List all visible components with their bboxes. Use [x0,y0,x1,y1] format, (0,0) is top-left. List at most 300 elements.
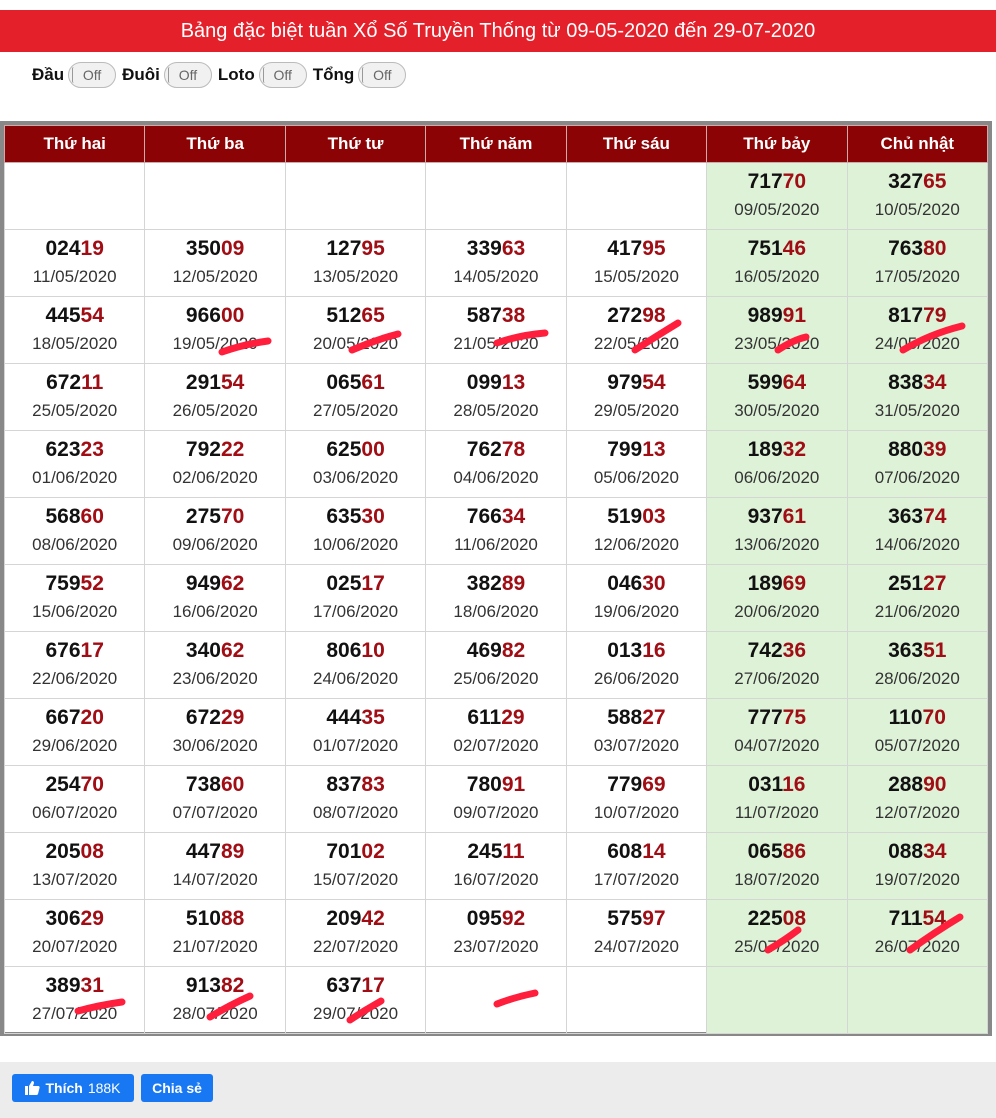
number-prefix: 779 [607,773,643,796]
number-prefix: 672 [46,371,82,394]
number-prefix: 288 [888,773,924,796]
number-prefix: 339 [466,237,502,260]
number-last-two-digits: 29 [220,706,245,729]
result-number [145,505,284,529]
table-row [5,833,988,900]
result-number [145,304,284,328]
result-number [567,572,706,596]
result-cell [426,766,566,833]
result-number [567,438,706,462]
result-date: 06/06/2020 [734,468,820,487]
number-prefix: 792 [185,438,221,461]
result-number [848,438,987,462]
result-date: 30/06/2020 [172,736,258,755]
result-number [567,706,706,730]
result-date: 06/07/2020 [32,803,118,822]
result-cell [145,364,285,431]
number-prefix: 780 [466,773,502,796]
result-cell [707,364,847,431]
number-prefix: 245 [467,840,503,863]
number-last-two-digits: 17 [80,639,104,662]
number-prefix: 512 [326,304,362,327]
number-prefix: 676 [45,639,81,662]
result-number [848,706,987,730]
number-last-two-digits: 54 [220,371,245,394]
result-cell [426,699,566,766]
result-cell [285,498,425,565]
number-last-two-digits: 36 [782,639,807,662]
number-last-two-digits: 97 [642,907,666,930]
number-prefix: 417 [607,237,643,260]
result-number [707,371,846,395]
number-last-two-digits: 17 [361,974,385,997]
result-number [286,438,425,462]
number-last-two-digits: 83 [361,773,385,796]
table-row [5,632,988,699]
result-cell [707,431,847,498]
result-number [426,907,565,931]
result-number [707,773,846,797]
result-number [426,304,565,328]
number-prefix: 469 [466,639,502,662]
result-date: 19/05/2020 [172,334,258,353]
result-date: 02/06/2020 [172,468,258,487]
result-cell [707,498,847,565]
number-last-two-digits: 74 [923,505,947,528]
number-last-two-digits: 42 [361,907,385,930]
result-cell [426,498,566,565]
result-cell [145,900,285,967]
result-date: 16/05/2020 [734,267,820,286]
number-prefix: 701 [326,840,362,863]
result-date: 14/07/2020 [172,870,258,889]
result-cell [847,900,987,967]
result-cell [847,766,987,833]
result-number [707,237,846,261]
result-date: 22/07/2020 [313,937,399,956]
number-last-two-digits: 82 [220,974,245,997]
result-cell [707,163,847,230]
number-last-two-digits: 08 [782,907,807,930]
page-title: Bảng đặc biệt tuần Xổ Số Truyền Thống từ 09-05-2020 đến 29-07-2020 [0,10,996,52]
result-date: 12/06/2020 [593,535,679,554]
number-last-two-digits: 75 [782,706,807,729]
number-last-two-digits: 98 [642,304,666,327]
result-number [848,304,987,328]
result-date: 13/06/2020 [734,535,820,554]
number-last-two-digits: 30 [361,505,385,528]
toggle-tong[interactable] [358,62,406,88]
toggle-label-loto: Loto [217,65,255,84]
result-date: 10/05/2020 [874,200,960,219]
result-number [145,639,284,663]
number-last-two-digits: 95 [642,237,666,260]
result-date: 29/07/2020 [313,1004,399,1023]
toggle-label-tong: Tổng [312,65,355,84]
result-date: 11/05/2020 [32,267,117,286]
number-last-two-digits: 62 [220,639,245,662]
result-cell [566,833,706,900]
empty-cell [566,163,706,230]
number-prefix: 766 [466,505,502,528]
result-number [286,304,425,328]
result-date: 22/05/2020 [593,334,679,353]
result-number [5,840,144,864]
result-cell [145,565,285,632]
result-number [567,237,706,261]
result-cell [285,900,425,967]
result-number [286,639,425,663]
number-last-two-digits: 51 [923,639,947,662]
number-last-two-digits: 89 [501,572,526,595]
result-cell [285,833,425,900]
result-cell [847,431,987,498]
result-cell [707,900,847,967]
result-number [848,840,987,864]
number-prefix: 599 [747,371,783,394]
number-last-two-digits: 91 [501,773,526,796]
number-prefix: 667 [45,706,81,729]
number-prefix: 568 [45,505,81,528]
table-row [5,364,988,431]
result-date: 18/05/2020 [32,334,118,353]
result-cell [566,565,706,632]
number-last-two-digits: 14 [642,840,666,863]
result-number [286,773,425,797]
number-last-two-digits: 70 [922,706,946,729]
result-cell [847,230,987,297]
number-last-two-digits: 95 [361,237,385,260]
result-cell [285,632,425,699]
result-date: 25/05/2020 [32,401,118,420]
number-prefix: 444 [326,706,362,729]
result-date: 20/05/2020 [313,334,399,353]
result-date: 17/07/2020 [593,870,679,889]
number-last-two-digits: 60 [80,505,104,528]
result-date: 16/06/2020 [172,602,258,621]
result-number [145,840,284,864]
number-last-two-digits: 54 [922,907,946,930]
result-date: 16/07/2020 [453,870,539,889]
toggle-state-loto: Off [273,67,292,83]
number-prefix: 608 [607,840,643,863]
result-cell [566,364,706,431]
result-date: 08/07/2020 [313,803,399,822]
number-prefix: 363 [888,505,924,528]
result-cell [426,632,566,699]
number-last-two-digits: 69 [782,572,807,595]
result-date: 25/07/2020 [734,937,820,956]
result-cell [566,431,706,498]
result-date: 13/05/2020 [313,267,399,286]
number-last-two-digits: 39 [923,438,947,461]
number-prefix: 989 [747,304,783,327]
result-date: 22/06/2020 [32,669,118,688]
number-prefix: 065 [747,840,783,863]
result-date: 28/05/2020 [453,401,539,420]
number-last-two-digits: 23 [80,438,104,461]
result-date: 28/07/2020 [172,1004,258,1023]
result-date: 10/06/2020 [313,535,399,554]
result-cell [426,431,566,498]
number-last-two-digits: 46 [782,237,807,260]
result-cell [426,565,566,632]
toggle-dau[interactable] [68,62,116,88]
column-header: Thứ sáu [566,126,706,163]
number-prefix: 949 [185,572,221,595]
table-row [5,297,988,364]
number-prefix: 306 [45,907,81,930]
result-cell [847,699,987,766]
result-date: 27/07/2020 [32,1004,118,1023]
toggle-loto[interactable] [259,62,307,88]
number-prefix: 350 [185,237,221,260]
number-prefix: 382 [466,572,502,595]
number-prefix: 623 [45,438,81,461]
number-last-two-digits: 16 [782,773,806,796]
result-date: 05/07/2020 [874,736,960,755]
result-number [5,438,144,462]
result-date: 04/07/2020 [734,736,820,755]
result-number [145,974,284,998]
number-prefix: 031 [748,773,783,796]
result-date: 19/06/2020 [593,602,679,621]
table-body [5,163,988,1034]
result-number [426,237,565,261]
number-last-two-digits: 52 [80,572,104,595]
result-cell [145,833,285,900]
result-date: 09/05/2020 [734,200,820,219]
number-last-two-digits: 78 [501,438,526,461]
result-number [286,505,425,529]
result-date: 17/06/2020 [313,602,399,621]
column-header: Thứ tư [285,126,425,163]
number-last-two-digits: 61 [361,371,385,394]
result-date: 20/07/2020 [32,937,118,956]
number-last-two-digits: 10 [361,639,385,662]
number-last-two-digits: 90 [923,773,947,796]
result-number [286,371,425,395]
result-date: 01/06/2020 [32,468,118,487]
result-cell [145,632,285,699]
result-cell [707,565,847,632]
result-number [145,907,284,931]
number-prefix: 209 [326,907,362,930]
number-last-two-digits: 88 [220,907,245,930]
number-prefix: 389 [45,974,81,997]
number-prefix: 025 [326,572,362,595]
result-cell [707,230,847,297]
number-last-two-digits: 70 [80,773,104,796]
result-number [5,505,144,529]
facebook-like-button[interactable] [12,1074,134,1102]
result-number [567,773,706,797]
filter-toggles [32,60,412,90]
result-date: 21/06/2020 [874,602,960,621]
result-number [426,505,565,529]
number-prefix: 099 [466,371,502,394]
number-prefix: 799 [607,438,643,461]
result-number [567,639,706,663]
result-number [5,907,144,931]
number-prefix: 024 [45,237,81,260]
result-cell [847,833,987,900]
result-date: 10/07/2020 [593,803,679,822]
result-cell [707,632,847,699]
result-date: 12/07/2020 [874,803,960,822]
result-number [707,505,846,529]
result-number [145,572,284,596]
table-row [5,230,988,297]
number-prefix: 046 [607,572,643,595]
result-date: 27/05/2020 [313,401,399,420]
number-last-two-digits: 38 [501,304,526,327]
result-number [286,840,425,864]
result-cell [285,565,425,632]
number-last-two-digits: 63 [501,237,526,260]
result-date: 23/05/2020 [734,334,820,353]
number-prefix: 189 [747,572,783,595]
number-last-two-digits: 60 [220,773,245,796]
number-prefix: 751 [747,237,783,260]
table-row [5,498,988,565]
number-last-two-digits: 86 [782,840,807,863]
number-prefix: 519 [607,505,643,528]
result-cell [5,699,145,766]
result-number [848,572,987,596]
like-label: Thích [45,1080,83,1096]
result-date: 12/05/2020 [172,267,258,286]
number-prefix: 937 [747,505,783,528]
result-date: 20/06/2020 [734,602,820,621]
toggle-state-duoi: Off [178,67,198,83]
result-cell [285,699,425,766]
result-date: 17/05/2020 [874,267,960,286]
result-number [848,505,987,529]
result-date: 07/07/2020 [172,803,258,822]
result-date: 26/05/2020 [172,401,258,420]
result-date: 08/06/2020 [32,535,118,554]
result-date: 29/05/2020 [593,401,679,420]
result-number [707,706,846,730]
number-prefix: 587 [466,304,502,327]
number-prefix: 738 [185,773,221,796]
result-cell [285,230,425,297]
number-prefix: 625 [326,438,362,461]
result-number [145,438,284,462]
number-prefix: 837 [326,773,362,796]
result-date: 01/07/2020 [313,736,399,755]
number-last-two-digits: 13 [501,371,526,394]
result-date: 24/05/2020 [874,334,960,353]
empty-cell [145,163,285,230]
result-cell [285,766,425,833]
result-number [707,170,846,194]
number-prefix: 966 [185,304,221,327]
number-last-two-digits: 70 [782,170,807,193]
result-cell [145,498,285,565]
facebook-share-button[interactable] [141,1074,213,1102]
result-date: 18/06/2020 [453,602,539,621]
result-cell [426,230,566,297]
empty-cell [285,163,425,230]
number-prefix: 013 [607,639,643,662]
result-cell [566,297,706,364]
empty-cell [847,967,987,1034]
number-last-two-digits: 35 [361,706,385,729]
number-prefix: 763 [888,237,924,260]
number-prefix: 637 [326,974,362,997]
number-last-two-digits: 61 [782,505,807,528]
number-last-two-digits: 11 [81,371,104,394]
number-prefix: 510 [185,907,221,930]
table-row [5,565,988,632]
column-header: Thứ ba [145,126,285,163]
number-last-two-digits: 00 [361,438,385,461]
result-date: 24/06/2020 [313,669,399,688]
number-last-two-digits: 65 [923,170,947,193]
result-cell [145,699,285,766]
toggle-state-dau: Off [82,67,102,83]
number-prefix: 088 [888,840,924,863]
result-date: 18/07/2020 [734,870,820,889]
result-date: 25/06/2020 [453,669,539,688]
result-cell [847,297,987,364]
number-prefix: 291 [185,371,221,394]
result-number [145,237,284,261]
number-last-two-digits: 34 [923,840,947,863]
empty-cell [426,163,566,230]
result-number [426,706,565,730]
result-cell [5,900,145,967]
number-last-two-digits: 79 [923,304,947,327]
result-cell [566,766,706,833]
result-cell [285,364,425,431]
column-header: Thứ bảy [707,126,847,163]
result-cell [5,230,145,297]
result-cell [285,431,425,498]
result-date: 15/05/2020 [593,267,679,286]
result-cell [847,565,987,632]
number-last-two-digits: 16 [642,639,666,662]
result-number [848,773,987,797]
result-date: 13/07/2020 [32,870,118,889]
result-cell [566,230,706,297]
result-cell [707,297,847,364]
number-last-two-digits: 69 [642,773,666,796]
result-date: 27/06/2020 [734,669,820,688]
result-date: 02/07/2020 [453,736,539,755]
result-cell [847,364,987,431]
result-number [5,572,144,596]
toggle-duoi[interactable] [164,62,212,88]
result-cell [5,431,145,498]
number-last-two-digits: 70 [220,505,245,528]
result-date: 14/05/2020 [453,267,539,286]
result-cell [5,364,145,431]
result-date: 11/06/2020 [454,535,538,554]
number-prefix: 717 [747,170,783,193]
result-number [567,907,706,931]
number-prefix: 742 [747,639,783,662]
result-cell [707,766,847,833]
result-cell [566,900,706,967]
result-number [286,572,425,596]
result-number [567,371,706,395]
number-prefix: 127 [326,237,362,260]
number-last-two-digits: 89 [220,840,245,863]
result-cell [5,632,145,699]
